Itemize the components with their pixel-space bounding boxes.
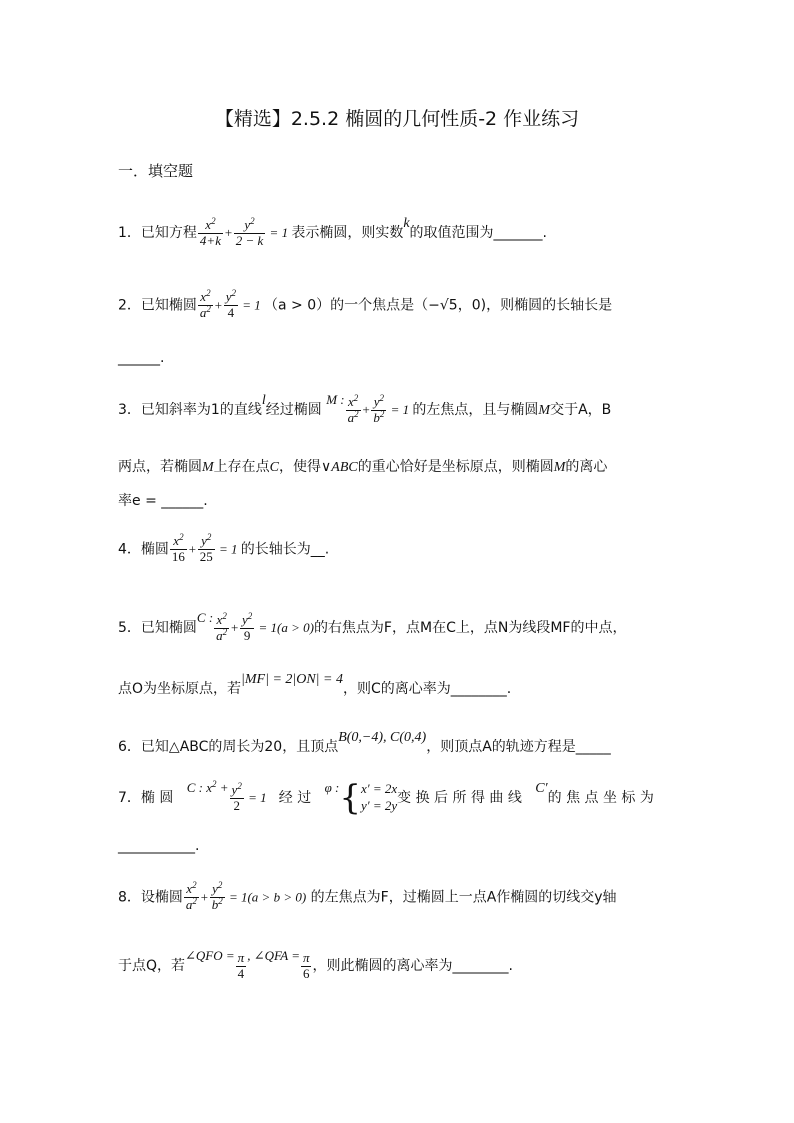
question-2: 2．已知椭圆 $\frac{x^2}{a^2}$ + $\frac{y^2}{4}$ = 1 （a > 0）的一个焦点是（−√5，0)，则椭圆的长轴长是 (118, 288, 613, 320)
question-8-line-2: 于点Q，若∠QFO = $\frac{\pi}{4}$ , ∠QFA = $\frac{\pi}{6}$ ，则此椭圆的离心率为________. (118, 948, 513, 981)
question-8: 8．设椭圆 $\frac{x^2}{a^2}$ + $\frac{y^2}{b^2}$ = 1(a > b > 0) 的左焦点为F，过椭圆上一点A作椭圆的切线交y轴 (118, 880, 617, 912)
fraction: $\frac{x^2}{a^2}$ (199, 288, 211, 320)
question-2-line-2: ______. (118, 350, 165, 366)
ellipse-label: M : (326, 392, 345, 407)
fraction: $\frac{x^2}{a^2}$ (216, 610, 228, 643)
fraction: $\frac{y^2}{2 - k}$ (235, 215, 264, 248)
question-7-line-2: ___________. (118, 838, 200, 854)
fraction: $\frac{y^2}{4}$ (225, 288, 236, 320)
fraction: $\frac{y^2}{b^2}$ (211, 880, 223, 912)
question-text: 已知方程 (140, 225, 197, 241)
question-3-line-2: 两点，若椭圆M上存在点C，使得∨ABC的重心恰好是坐标原点，则椭圆M的离心 (118, 459, 608, 475)
question-5-line-2: 点O为坐标原点，若|MF| = 2|ON| = 4，则C的离心率为________. (118, 672, 512, 697)
fraction: $\frac{y^2}{2}$ (231, 780, 242, 813)
question-3: 3．已知斜率为1的直线l经过椭圆 M : $\frac{x^2}{a^2}$ + $\frac{y^2}{b^2}$ = 1 的左焦点，且与椭圆M交于A，B (118, 392, 612, 425)
fraction: $\frac{x^2}{4+k}$ (199, 215, 221, 248)
question-number: 1． (118, 225, 141, 241)
transform-system: x′ = 2x y′ = 2y (361, 781, 398, 813)
question-1: 1．已知方程 $\frac{x^2}{4+k}$ + $\frac{y^2}{2 - k}$ = 1 表示椭圆，则实数k的取值范围为_______. (118, 215, 547, 248)
fraction: $\frac{x^2}{a^2}$ (347, 392, 359, 425)
fraction: $\frac{y^2}{b^2}$ (373, 392, 385, 425)
page-title: 【精选】2.5.2 椭圆的几何性质-2 作业练习 (214, 108, 580, 130)
question-3-line-3: 率e = ______. (118, 493, 208, 509)
fraction: $\frac{y^2}{25}$ (199, 532, 213, 564)
fraction: $\frac{\pi}{4}$ (237, 949, 245, 981)
fraction: $\frac{y^2}{9}$ (241, 610, 253, 643)
question-text: 表示椭圆，则实数 (291, 225, 404, 241)
section-heading: 一．填空题 (118, 162, 194, 180)
brace: { (339, 778, 361, 818)
question-4: 4．椭圆 $\frac{x^2}{16}$ + $\frac{y^2}{25}$ = 1 的长轴长为__. (118, 532, 330, 564)
question-5: 5．已知椭圆C : $\frac{x^2}{a^2}$ + $\frac{y^2}{9}$ = 1(a > 0)的右焦点为F，点M在C上，点N为线段MF的中点， (118, 610, 627, 643)
question-6: 6．已知△ABC的周长为20，且顶点B(0,−4), C(0,4)，则顶点A的轨迹方程是_____ (118, 730, 611, 755)
question-7: 7．椭 圆 C : $x^2$ + $\frac{y^2}{2}$ = 1 经 过 φ :{ x′ = 2x y′ = 2y 变 换 后 所 得 曲 线 C′的 焦 点 坐 标 为 (118, 778, 654, 818)
fraction: $\frac{\pi}{6}$ (302, 949, 310, 981)
question-text: 的取值范围为_______. (409, 225, 547, 241)
fraction: $\frac{x^2}{a^2}$ (185, 880, 197, 912)
fraction: $\frac{x^2}{16}$ (171, 532, 185, 564)
